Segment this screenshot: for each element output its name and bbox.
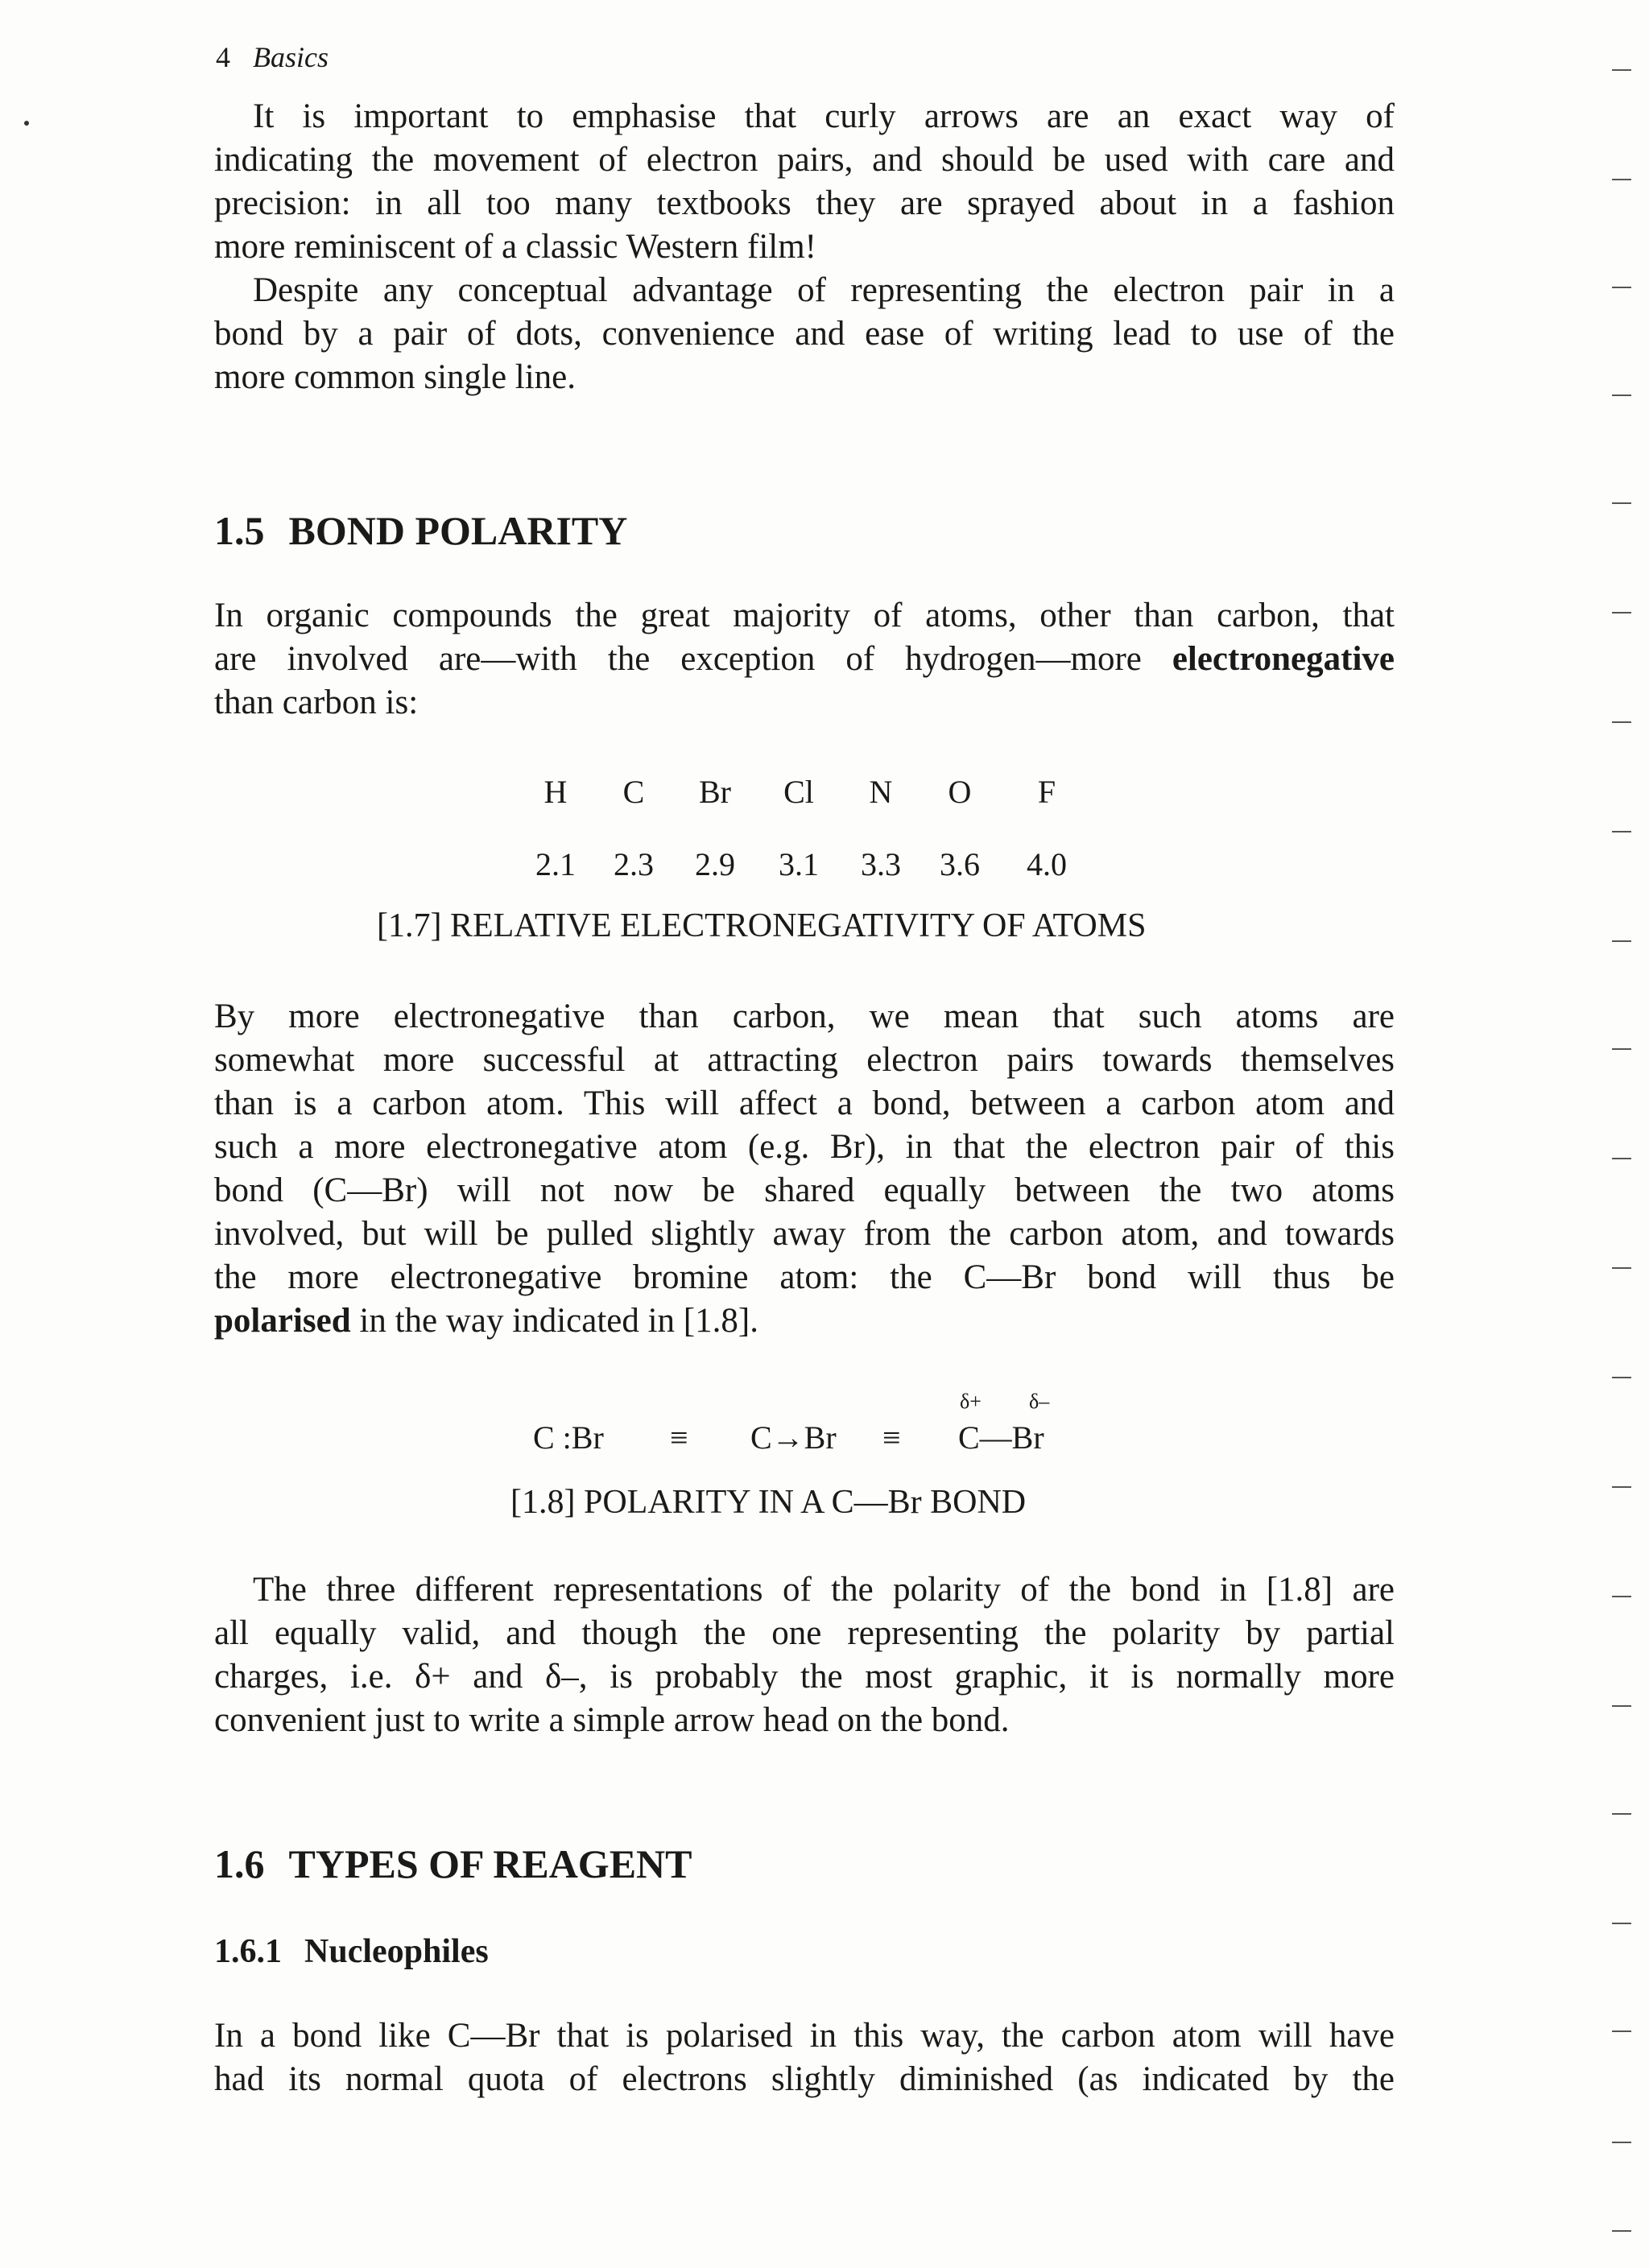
nucleophiles-paragraph-1 [214,2014,1395,2101]
margin-tick [1612,2230,1631,2232]
margin-tick [1612,179,1631,180]
subsection-number: 1.6.1 [214,1933,282,1970]
text-line: the more electronegative bromine atom: the C—Br bond will thus be [214,1258,1395,1296]
margin-tick [1612,1705,1631,1707]
text-line [214,1299,1395,1343]
electronegativity-value: 2.3 [614,846,654,882]
delta-plus-label: δ+ [960,1390,982,1413]
margin-tick [1612,721,1631,723]
intro-paragraph-1 [214,95,1395,269]
margin-tick [1612,2030,1631,2032]
margin-tick [1612,2142,1631,2143]
electronegativity-value: 3.3 [861,846,901,882]
section-number: 1.5 [214,508,265,553]
formula-dot-notation: C :Br [533,1419,604,1456]
running-header [216,40,329,74]
formula-arrow-notation: C→Br [750,1419,837,1456]
margin-tick [1612,1267,1631,1269]
text-run: in the way indicated in [1.8]. [350,1302,758,1340]
margin-tick [1612,287,1631,288]
text-line: By more electronegative than carbon, we mean that such atoms are [214,998,1395,1035]
bond-polarity-paragraph-2 [214,995,1395,1343]
section-heading-1-6 [214,1840,692,1887]
caption-1-8: [1.8] POLARITY IN A C—Br BOND [510,1484,1027,1521]
element-symbol: C [622,774,645,810]
element-symbol: O [948,774,972,810]
electronegativity-value: 3.1 [779,846,819,882]
text-line: had its normal quota of electrons slightly diminished (as indicated by the [214,2060,1395,2098]
page-number: 4 [216,41,230,73]
bond-polarity-paragraph-3 [214,1568,1395,1742]
text-line: indicating the movement of electron pairs, and should be used with care and [214,141,1395,179]
margin-tick [1612,1158,1631,1159]
section-title: TYPES OF REAGENT [288,1841,692,1886]
margin-tick [1612,612,1631,613]
text-line: all equally valid, and though the one representing the polarity by partial [214,1614,1395,1652]
margin-tick [1612,502,1631,504]
text-run: are involved are—with the exception of hydrogen—more [214,640,1172,678]
electronegativity-value: 4.0 [1027,846,1067,882]
text-line: Despite any conceptual advantage of representing the electron pair in a [253,271,1395,309]
text-line: more common single line. [214,358,577,396]
bold-term: polarised [214,1302,351,1340]
element-symbol: H [543,774,568,810]
bond-polarity-paragraph-1 [214,594,1395,725]
text-line [214,638,1395,681]
text-line: more reminiscent of a classic Western film! [214,228,816,266]
text-line: It is important to emphasise that curly arrows are an exact way of [253,97,1395,135]
margin-tick [1612,831,1631,832]
equivalence-sign: ≡ [882,1419,901,1456]
margin-tick [1612,1813,1631,1815]
margin-tick [1612,940,1631,942]
text-line: somewhat more successful at attracting electron pairs towards themselves [214,1041,1395,1079]
margin-tick [1612,1048,1631,1050]
intro-paragraph-2 [214,269,1395,399]
element-symbol: Br [699,774,731,810]
text-line: bond (C—Br) will not now be shared equally between the two atoms [214,1171,1395,1209]
text-line: involved, but will be pulled slightly away from the carbon atom, and towards [214,1215,1395,1253]
subsection-title: Nucleophiles [304,1933,489,1970]
text-line: precision: in all too many textbooks they are sprayed about in a fashion [214,184,1395,222]
margin-tick [1612,1596,1631,1597]
margin-tick [1612,69,1631,71]
electronegativity-value: 2.1 [535,846,576,882]
formula-partial-charge-notation: C—Br [958,1419,1044,1456]
text-line: bond by a pair of dots, convenience and ease of writing lead to use of the [214,315,1395,353]
margin-tick [1612,1486,1631,1488]
scan-speck [24,121,29,126]
section-number: 1.6 [214,1841,265,1886]
text-line: convenient just to write a simple arrow head on the bond. [214,1701,1010,1739]
text-line: than is a carbon atom. This will affect a bond, between a carbon atom and [214,1084,1395,1122]
caption-1-7: [1.7] RELATIVE ELECTRONEGATIVITY OF ATOMS [377,907,1147,944]
text-line: In organic compounds the great majority of atoms, other than carbon, that [214,597,1395,634]
section-title: BOND POLARITY [288,508,628,553]
section-heading-1-5 [214,507,627,554]
margin-tick [1612,1923,1631,1924]
equivalence-sign: ≡ [670,1419,688,1456]
running-head: Basics [253,41,329,73]
text-line: The three different representations of the polarity of the bond in [1.8] are [253,1571,1395,1609]
text-line: charges, i.e. δ+ and δ–, is probably the most graphic, it is normally more [214,1658,1395,1696]
element-symbol: Cl [783,774,814,810]
electronegativity-value: 2.9 [695,846,735,882]
text-line: In a bond like C—Br that is polarised in this way, the carbon atom will have [214,2017,1395,2055]
electronegativity-value: 3.6 [940,846,980,882]
element-symbol: F [1037,774,1056,810]
delta-minus-label: δ– [1029,1390,1050,1413]
margin-tick [1612,395,1631,396]
bold-term: electronegative [1172,640,1395,678]
text-line: than carbon is: [214,684,419,721]
margin-tick [1612,1377,1631,1378]
element-symbol: N [869,774,893,810]
subsection-heading-1-6-1 [214,1932,489,1971]
text-line: such a more electronegative atom (e.g. Br), in that the electron pair of this [214,1128,1395,1166]
